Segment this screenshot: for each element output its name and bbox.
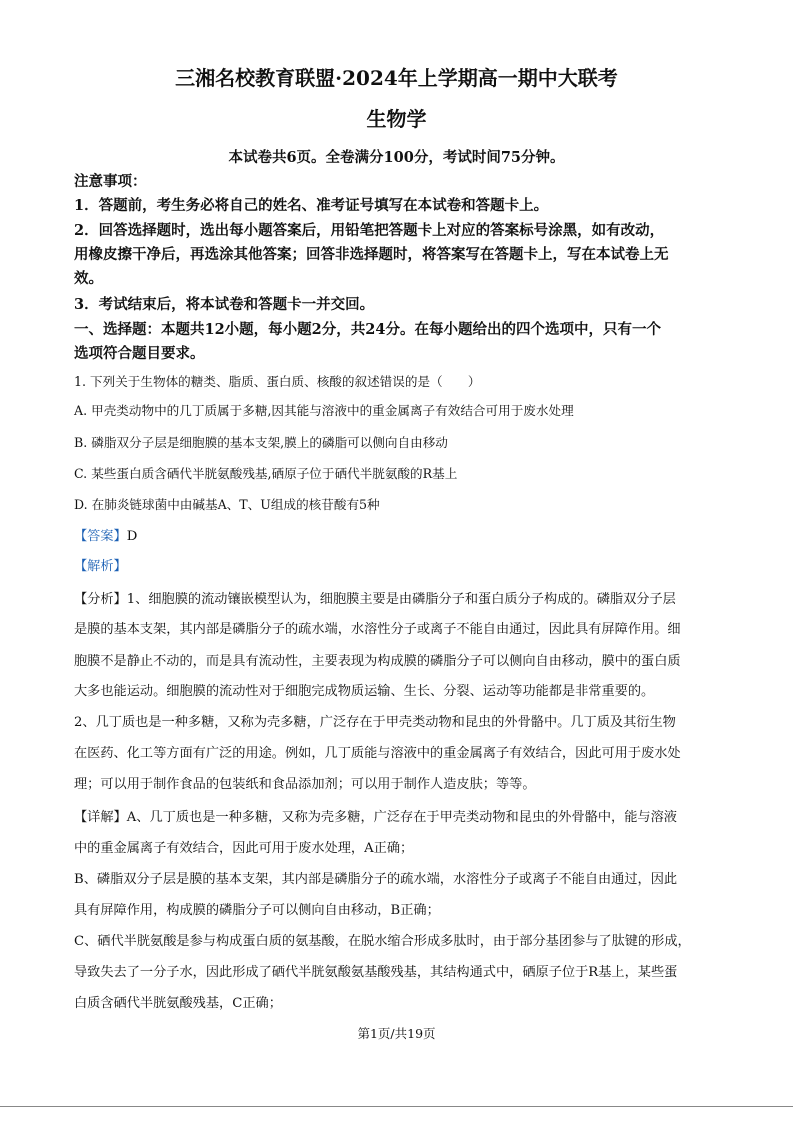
section-heading: 一、选择题：本题共12小题，每小题2分，共24分。在每小题给出的四个选项中，只有一个 [74,321,661,338]
explanation-line: 理；可以用于制作食品的包装纸和食品添加剂；可以用于制作人造皮肤；等等。 [74,777,536,792]
answer-label: 【答案】 [74,529,127,544]
explanation-line: 胞膜不是静止不动的，而是具有流动性，主要表现为构成膜的磷脂分子可以侧向自由移动，膜中的蛋白质 [74,654,681,669]
answer-value: D [126,529,138,544]
detail-line: 具有屏障作用，构成膜的磷脂分子可以侧向自由移动，B正确； [74,903,440,918]
option-a: A. 甲壳类动物中的几丁质属于多糖,因其能与溶液中的重金属离子有效结合可用于废水处理 [74,403,574,418]
option-b: B. 磷脂双分子层是细胞膜的基本支架,膜上的磷脂可以侧向自由移动 [74,435,448,450]
notice-item: 2．回答选择题时，选出每小题答案后，用铅笔把答题卡上对应的答案标号涂黑，如有改动， [74,222,665,239]
notice-item: 3．考试结束后，将本试卷和答题卡一并交回。 [74,296,375,313]
exam-title: 三湘名校教育联盟·2024年上学期高一期中大联考 [175,66,618,90]
detail-text: A、几丁质也是一种多糖，又称为壳多糖，广泛存在于甲壳类动物和昆虫的外骨骼中，能与溶液 [126,810,677,825]
detail-line: C、硒代半胱氨酸是参与构成蛋白质的氨基酸，在脱水缩合形成多肽时，由于部分基团参与了肽键的形成， [74,934,691,949]
detail-line [74,806,724,830]
explanation-line: 2、几丁质也是一种多糖，又称为壳多糖，广泛存在于甲壳类动物和昆虫的外骨骼中。几丁质及其衍生物 [74,715,676,730]
fenxi-label: 【分析】 [74,592,127,607]
detail-line: 导致失去了一分子水，因此形成了硒代半胱氨酸氨基酸残基，其结构通式中，硒原子位于R基上，某些蛋 [74,965,678,980]
detail-line: 中的重金属离子有效结合，因此可用于废水处理，A正确； [74,841,414,856]
question-stem: 1. 下列关于生物体的糖类、脂质、蛋白质、核酸的叙述错误的是（ ） [74,374,481,389]
exam-info: 本试卷共6页。全卷满分100分，考试时间75分钟。 [228,149,565,166]
section-heading-cont: 选项符合题目要求。 [74,345,205,362]
option-d: D. 在肺炎链球菌中由碱基A、T、U组成的核苷酸有5种 [74,497,380,512]
explanation-line: 在医药、化工等方面有广泛的用途。例如，几丁质能与溶液中的重金属离子有效结合，因此可用于废水处 [74,746,681,761]
detail-line: B、磷脂双分子层是膜的基本支架，其内部是磷脂分子的疏水端，水溶性分子或离子不能自由通过，因此 [74,872,678,887]
notice-item: 用橡皮擦干净后，再选涂其他答案；回答非选择题时，将答案写在答题卡上，写在本试卷上无 [74,246,669,263]
detail-label: 【详解】 [74,810,127,825]
explanation-line [74,588,724,612]
detail-line: 白质含硒代半胱氨酸残基，C正确； [74,996,282,1011]
notice-heading: 注意事项： [74,173,147,190]
explanation-line: 是膜的基本支架，其内部是磷脂分子的疏水端，水溶性分子或离子不能自由通过，因此具有屏障作用。细 [74,622,681,637]
page-divider [0,1106,793,1107]
analysis-label: 【解析】 [74,559,127,574]
page-number: 第1页/共19页 [357,1026,436,1041]
notice-item: 效。 [74,270,103,287]
subject-title: 生物学 [366,107,427,131]
notice-item: 1．答题前，考生务必将自己的姓名、准考证号填写在本试卷和答题卡上。 [74,197,549,214]
explanation-line: 大多也能运动。细胞膜的流动性对于细胞完成物质运输、生长、分裂、运动等功能都是非常重要的。 [74,684,655,699]
explanation-text: 1、细胞膜的流动镶嵌模型认为，细胞膜主要是由磷脂分子和蛋白质分子构成的。磷脂双分子层 [126,592,676,607]
answer-line [74,525,724,549]
option-c: C. 某些蛋白质含硒代半胱氨酸残基,硒原子位于硒代半胱氨酸的R基上 [74,466,458,481]
